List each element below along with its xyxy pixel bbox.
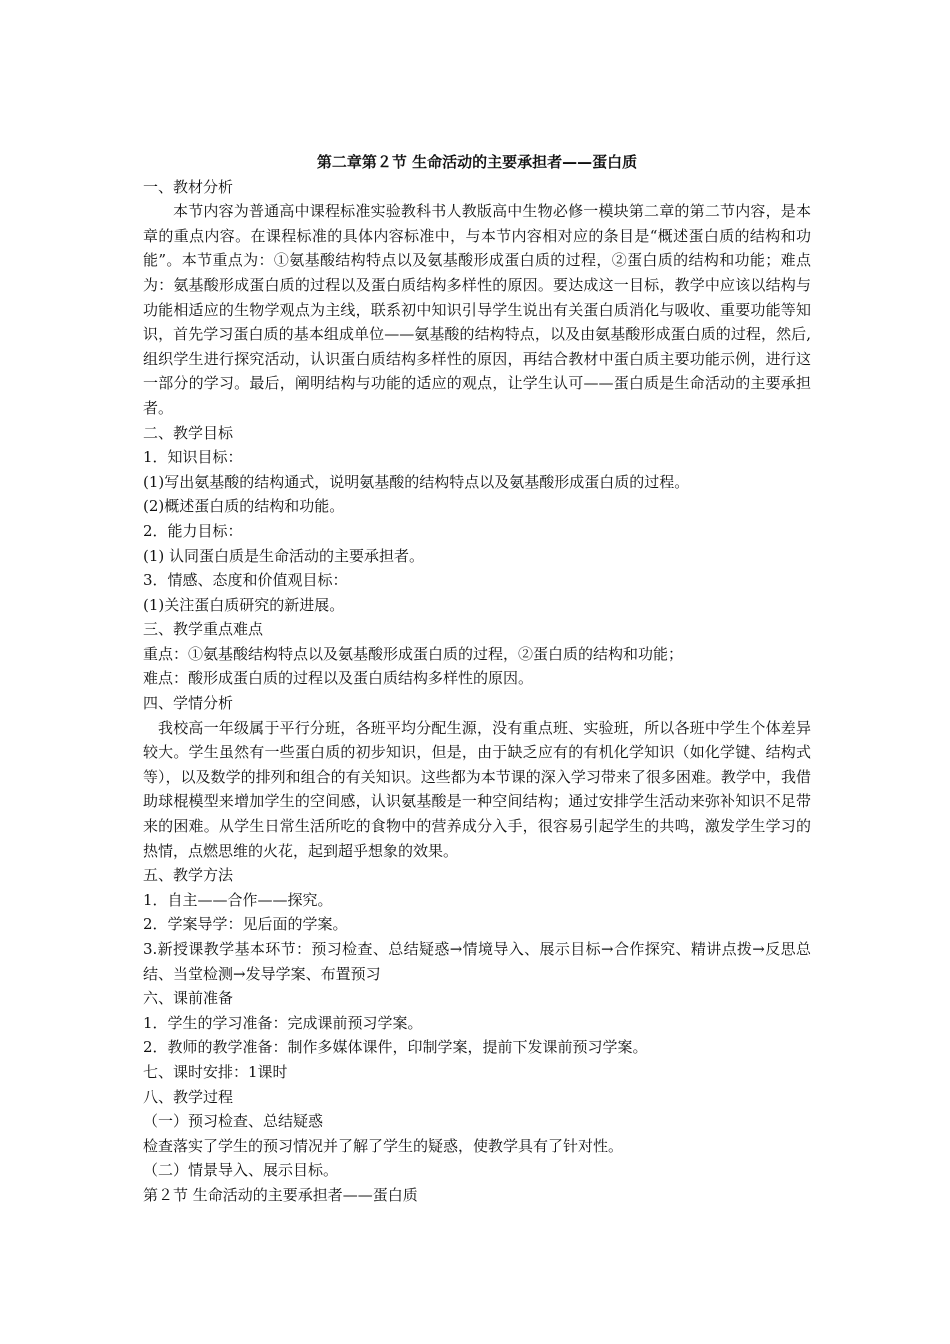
section-heading-3: 三、教学重点难点 [143, 620, 264, 639]
document-page [143, 150, 811, 1208]
goal-attitude-item-1: (1)关注蛋白质研究的新进展。 [143, 595, 345, 614]
goal-ability-item-1: (1) 认同蛋白质是生命活动的主要承担者。 [143, 546, 425, 565]
section-heading-1: 一、教材分析 [143, 177, 234, 196]
goal-knowledge-item-1: (1)写出氨基酸的结构通式，说明氨基酸的结构特点以及氨基酸形成蛋白质的过程。 [143, 472, 690, 491]
goal-attitude-heading: 3．情感、态度和价值观目标： [143, 571, 348, 590]
section-heading-2: 二、教学目标 [143, 423, 234, 442]
document-title: 第二章第２节 生命活动的主要承担者——蛋白质 [316, 153, 638, 171]
process-step-2-heading: （二）情景导入、展示目标。 [143, 1161, 339, 1180]
method-item-3: 3.新授课教学基本环节：预习检查、总结疑惑→情境导入、展示目标→合作探究、精讲点拨→反思总结、当堂检测→发导学案、布置预习 [143, 940, 811, 983]
goal-knowledge-heading: 1．知识目标： [143, 448, 243, 467]
goal-knowledge-item-2: (2)概述蛋白质的结构和功能。 [143, 497, 345, 516]
section-heading-5: 五、教学方法 [143, 866, 234, 885]
section-heading-8: 八、教学过程 [143, 1087, 234, 1106]
method-item-1: 1．自主——合作——探究。 [143, 890, 333, 909]
method-item-2: 2．学案导学：见后面的学案。 [143, 915, 348, 934]
difficult-points-line: 难点：酸形成蛋白质的过程以及蛋白质结构多样性的原因。 [143, 669, 534, 688]
process-step-2-text: 第２节 生命活动的主要承担者——蛋白质 [143, 1185, 418, 1204]
prep-item-2: 2．教师的教学准备：制作多媒体课件，印制学案，提前下发课前预习学案。 [143, 1038, 648, 1057]
textbook-analysis-paragraph: 本节内容为普通高中课程标准实验教科书人教版高中生物必修一模块第二章的第二节内容，是本章的重点内容。在课程标准的具体内容标准中，与本节内容相对应的条目是“概述蛋白质的结构和功能”。本节重点为：①氨基酸结构特点以及氨基酸形成蛋白质的过程，②蛋白质的结构和功能；难点为：氨基酸形成蛋白质的过程以及蛋白质结构多样性的原因。要达成这一目标，教学中应该以结构与功能相适应的生物学观点为主线，联系初中知识引导学生说出有关蛋白质消化与吸收、重要功能等知识，首先学习蛋白质的基本组成单位——氨基酸的结构特点，以及由氨基酸形成蛋白质的过程，然后,组织学生进行探究活动，认识蛋白质结构多样性的原因，再结合教材中蛋白质主要功能示例，进行这一部分的学习。最后，阐明结构与功能的适应的观点，让学生认可——蛋白质是生命活动的主要承担者。 [143, 202, 811, 417]
student-analysis-paragraph: 我校高一年级属于平行分班，各班平均分配生源，没有重点班、实验班，所以各班中学生个体差异较大。学生虽然有一些蛋白质的初步知识，但是，由于缺乏应有的有机化学知识（如化学键、结构式等），以及数学的排列和组合的有关知识。这些都为本节课的深入学习带来了很多困难。教学中，我借助球棍模型来增加学生的空间感，认识氨基酸是一种空间结构；通过安排学生活动来弥补知识不足带来的困难。从学生日常生活所吃的食物中的营养成分入手，很容易引起学生的共鸣，激发学生学习的热情，点燃思维的火花，起到超乎想象的效果。 [143, 718, 811, 860]
goal-ability-heading: 2．能力目标： [143, 521, 243, 540]
process-step-1-heading: （一）预习检查、总结疑惑 [143, 1112, 324, 1131]
section-heading-4: 四、学情分析 [143, 694, 234, 713]
prep-item-1: 1．学生的学习准备：完成课前预习学案。 [143, 1013, 423, 1032]
section-heading-6: 六、课前准备 [143, 989, 234, 1008]
process-step-1-text: 检查落实了学生的预习情况并了解了学生的疑惑，使教学具有了针对性。 [143, 1136, 624, 1155]
key-points-line: 重点：①氨基酸结构特点以及氨基酸形成蛋白质的过程，②蛋白质的结构和功能； [143, 644, 684, 663]
section-heading-7: 七、课时安排：1课时 [143, 1062, 288, 1081]
